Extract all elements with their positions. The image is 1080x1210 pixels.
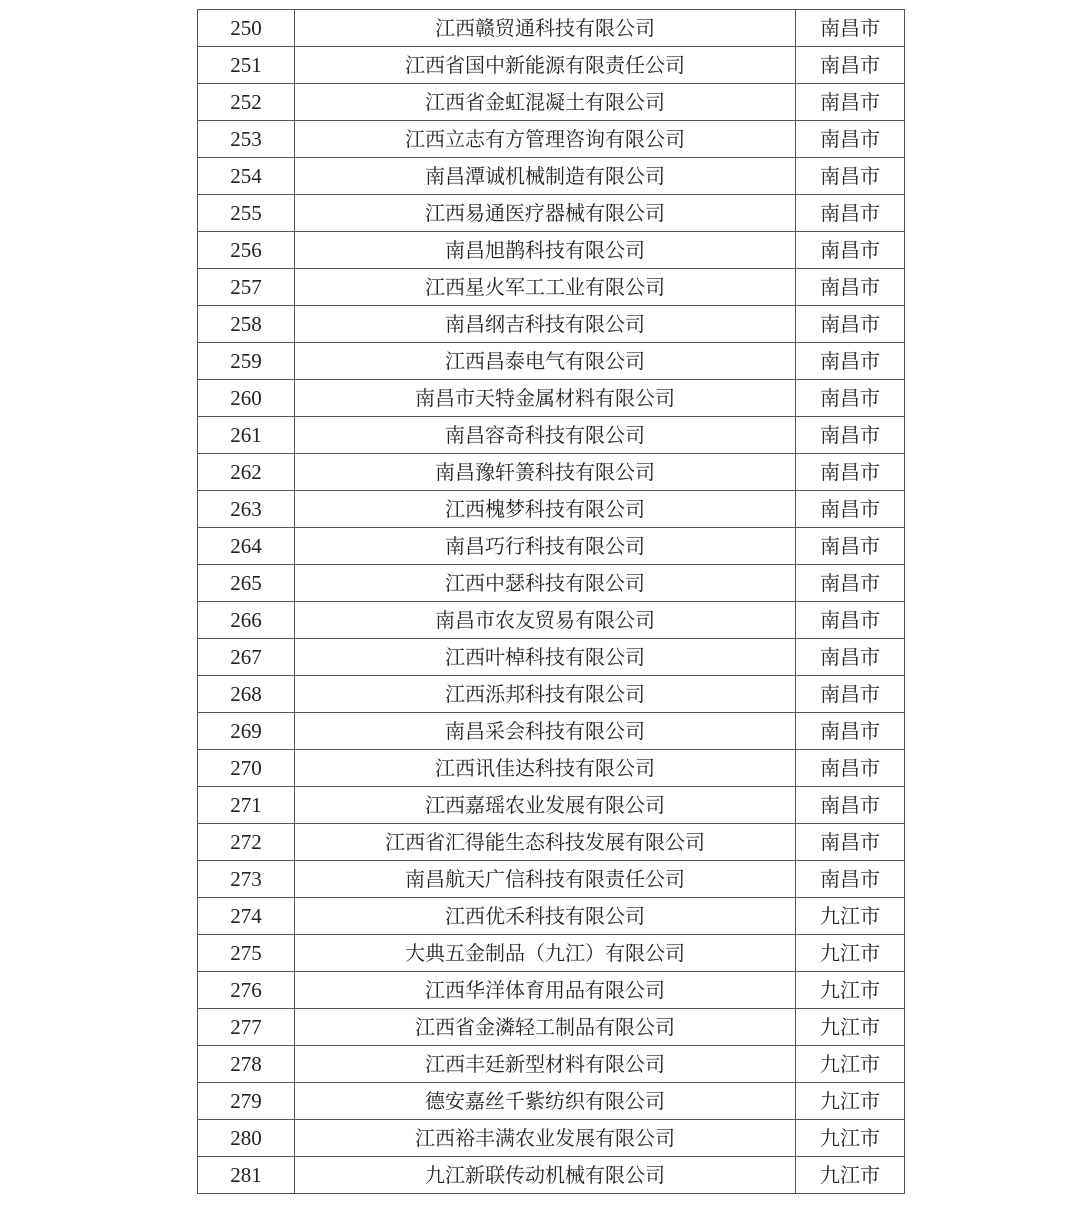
row-number-cell: 270 — [198, 750, 295, 787]
table-row — [198, 10, 905, 47]
company-name-cell: 江西泺邦科技有限公司 — [295, 676, 796, 713]
table-row — [198, 565, 905, 602]
city-cell: 九江市 — [796, 1157, 905, 1194]
row-number-cell: 263 — [198, 491, 295, 528]
row-number-cell: 264 — [198, 528, 295, 565]
row-number-cell: 268 — [198, 676, 295, 713]
city-cell: 九江市 — [796, 1120, 905, 1157]
city-cell: 九江市 — [796, 1083, 905, 1120]
row-number-cell: 278 — [198, 1046, 295, 1083]
table-row — [198, 824, 905, 861]
row-number-cell: 251 — [198, 47, 295, 84]
table-row — [198, 121, 905, 158]
table-row — [198, 47, 905, 84]
city-cell: 南昌市 — [796, 121, 905, 158]
table-row — [198, 380, 905, 417]
city-cell: 南昌市 — [796, 861, 905, 898]
company-name-cell: 江西立志有方管理咨询有限公司 — [295, 121, 796, 158]
company-list-table — [197, 9, 905, 1194]
row-number-cell: 255 — [198, 195, 295, 232]
row-number-cell: 256 — [198, 232, 295, 269]
company-name-cell: 江西赣贸通科技有限公司 — [295, 10, 796, 47]
table-row — [198, 935, 905, 972]
company-name-cell: 江西槐梦科技有限公司 — [295, 491, 796, 528]
company-name-cell: 江西易通医疗器械有限公司 — [295, 195, 796, 232]
company-name-cell: 南昌旭鹊科技有限公司 — [295, 232, 796, 269]
city-cell: 南昌市 — [796, 491, 905, 528]
city-cell: 南昌市 — [796, 84, 905, 121]
row-number-cell: 257 — [198, 269, 295, 306]
table-row — [198, 898, 905, 935]
table-body — [198, 10, 905, 1194]
row-number-cell: 281 — [198, 1157, 295, 1194]
company-name-cell: 九江新联传动机械有限公司 — [295, 1157, 796, 1194]
city-cell: 九江市 — [796, 1009, 905, 1046]
table-row — [198, 158, 905, 195]
table-row — [198, 861, 905, 898]
row-number-cell: 253 — [198, 121, 295, 158]
city-cell: 南昌市 — [796, 676, 905, 713]
table-row — [198, 195, 905, 232]
city-cell: 南昌市 — [796, 639, 905, 676]
city-cell: 九江市 — [796, 935, 905, 972]
row-number-cell: 254 — [198, 158, 295, 195]
table-row — [198, 1120, 905, 1157]
row-number-cell: 265 — [198, 565, 295, 602]
company-name-cell: 江西丰廷新型材料有限公司 — [295, 1046, 796, 1083]
city-cell: 南昌市 — [796, 417, 905, 454]
row-number-cell: 252 — [198, 84, 295, 121]
table-row — [198, 343, 905, 380]
company-name-cell: 江西讯佳达科技有限公司 — [295, 750, 796, 787]
company-name-cell: 江西省国中新能源有限责任公司 — [295, 47, 796, 84]
table-row — [198, 491, 905, 528]
table-row — [198, 269, 905, 306]
city-cell: 南昌市 — [796, 454, 905, 491]
row-number-cell: 274 — [198, 898, 295, 935]
row-number-cell: 269 — [198, 713, 295, 750]
table-row — [198, 1009, 905, 1046]
row-number-cell: 272 — [198, 824, 295, 861]
company-name-cell: 南昌航天广信科技有限责任公司 — [295, 861, 796, 898]
row-number-cell: 260 — [198, 380, 295, 417]
company-name-cell: 江西华洋体育用品有限公司 — [295, 972, 796, 1009]
city-cell: 南昌市 — [796, 269, 905, 306]
row-number-cell: 271 — [198, 787, 295, 824]
company-name-cell: 南昌纲吉科技有限公司 — [295, 306, 796, 343]
city-cell: 九江市 — [796, 898, 905, 935]
city-cell: 南昌市 — [796, 158, 905, 195]
table-row — [198, 84, 905, 121]
city-cell: 南昌市 — [796, 528, 905, 565]
company-name-cell: 江西星火军工工业有限公司 — [295, 269, 796, 306]
city-cell: 南昌市 — [796, 824, 905, 861]
row-number-cell: 266 — [198, 602, 295, 639]
company-name-cell: 江西中瑟科技有限公司 — [295, 565, 796, 602]
company-name-cell: 大典五金制品（九江）有限公司 — [295, 935, 796, 972]
city-cell: 南昌市 — [796, 787, 905, 824]
table-row — [198, 1157, 905, 1194]
city-cell: 南昌市 — [796, 750, 905, 787]
table-row — [198, 750, 905, 787]
company-name-cell: 南昌市天特金属材料有限公司 — [295, 380, 796, 417]
company-name-cell: 南昌潭诚机械制造有限公司 — [295, 158, 796, 195]
table-row — [198, 417, 905, 454]
city-cell: 南昌市 — [796, 602, 905, 639]
row-number-cell: 279 — [198, 1083, 295, 1120]
company-name-cell: 南昌巧行科技有限公司 — [295, 528, 796, 565]
company-name-cell: 江西昌泰电气有限公司 — [295, 343, 796, 380]
company-name-cell: 江西省金潾轻工制品有限公司 — [295, 1009, 796, 1046]
city-cell: 南昌市 — [796, 713, 905, 750]
city-cell: 南昌市 — [796, 232, 905, 269]
city-cell: 南昌市 — [796, 195, 905, 232]
table-row — [198, 528, 905, 565]
table-row — [198, 972, 905, 1009]
row-number-cell: 250 — [198, 10, 295, 47]
table-row — [198, 306, 905, 343]
table-row — [198, 787, 905, 824]
city-cell: 南昌市 — [796, 343, 905, 380]
row-number-cell: 275 — [198, 935, 295, 972]
city-cell: 九江市 — [796, 1046, 905, 1083]
table-row — [198, 232, 905, 269]
company-name-cell: 南昌采会科技有限公司 — [295, 713, 796, 750]
row-number-cell: 267 — [198, 639, 295, 676]
row-number-cell: 273 — [198, 861, 295, 898]
city-cell: 南昌市 — [796, 10, 905, 47]
company-name-cell: 南昌豫轩箦科技有限公司 — [295, 454, 796, 491]
table-row — [198, 454, 905, 491]
company-name-cell: 南昌市农友贸易有限公司 — [295, 602, 796, 639]
row-number-cell: 261 — [198, 417, 295, 454]
row-number-cell: 276 — [198, 972, 295, 1009]
table-row — [198, 1083, 905, 1120]
row-number-cell: 262 — [198, 454, 295, 491]
table-row — [198, 713, 905, 750]
company-name-cell: 江西省金虹混凝土有限公司 — [295, 84, 796, 121]
row-number-cell: 258 — [198, 306, 295, 343]
city-cell: 九江市 — [796, 972, 905, 1009]
table-row — [198, 676, 905, 713]
row-number-cell: 259 — [198, 343, 295, 380]
company-name-cell: 德安嘉丝千紫纺织有限公司 — [295, 1083, 796, 1120]
company-name-cell: 江西省汇得能生态科技发展有限公司 — [295, 824, 796, 861]
company-name-cell: 江西优禾科技有限公司 — [295, 898, 796, 935]
city-cell: 南昌市 — [796, 306, 905, 343]
city-cell: 南昌市 — [796, 47, 905, 84]
company-name-cell: 南昌容奇科技有限公司 — [295, 417, 796, 454]
table-row — [198, 602, 905, 639]
table-row — [198, 1046, 905, 1083]
company-name-cell: 江西叶棹科技有限公司 — [295, 639, 796, 676]
city-cell: 南昌市 — [796, 565, 905, 602]
row-number-cell: 280 — [198, 1120, 295, 1157]
city-cell: 南昌市 — [796, 380, 905, 417]
row-number-cell: 277 — [198, 1009, 295, 1046]
company-name-cell: 江西嘉瑶农业发展有限公司 — [295, 787, 796, 824]
table-row — [198, 639, 905, 676]
company-name-cell: 江西裕丰满农业发展有限公司 — [295, 1120, 796, 1157]
